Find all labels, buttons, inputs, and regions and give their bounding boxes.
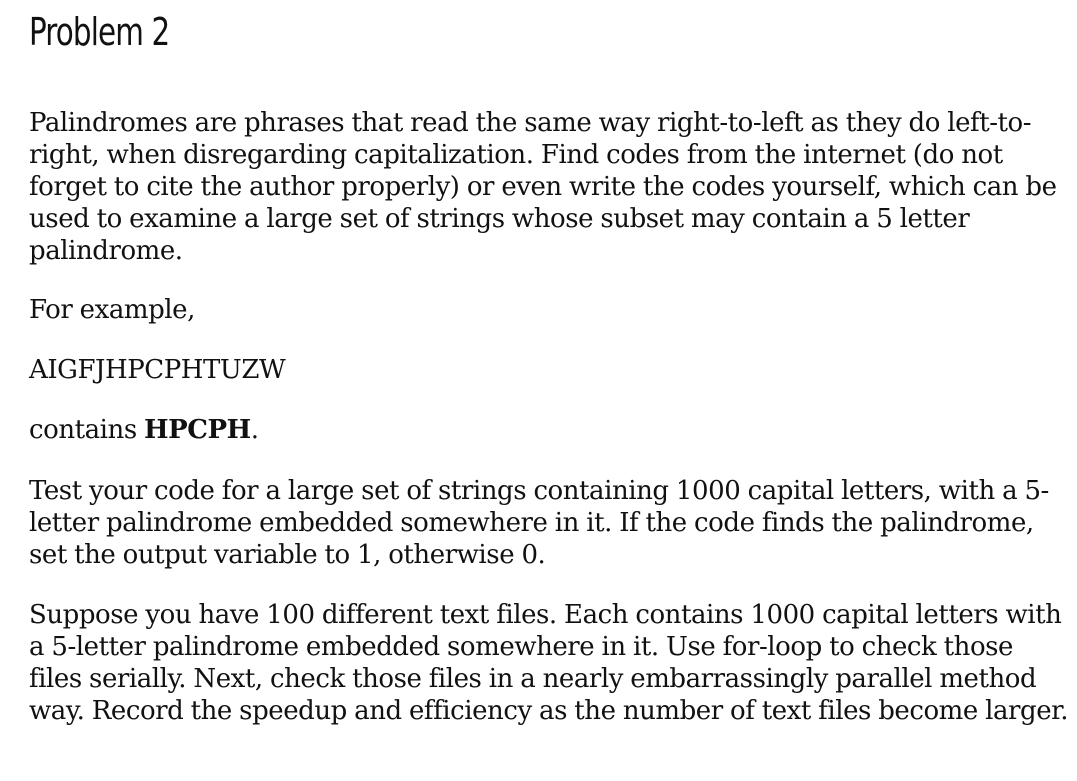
contains-line xyxy=(29,414,1069,446)
parallel-paragraph: Suppose you have 100 different text files. Each contains 1000 capital letters with a 5-letter palindrome embedded somewhere in it. Use for-loop to check those files serially. Next, check those files in a nearly embarrassingly parallel method way. Record the speedup and efficiency as the number of text files become larger. xyxy=(29,600,1069,726)
palindrome-highlight: HPCPH xyxy=(144,415,251,445)
test-paragraph: Test your code for a large set of strings containing 1000 capital letters, with a 5-letter palindrome embedded somewhere in it. If the code finds the palindrome, set the output variable to 1, otherwise 0. xyxy=(29,476,1049,570)
contains-suffix: . xyxy=(250,415,259,445)
contains-prefix: contains xyxy=(29,415,145,445)
example-lead: For example, xyxy=(29,295,195,325)
example-string: AIGFJHPCPHTUZW xyxy=(29,355,286,385)
intro-paragraph: Palindromes are phrases that read the same way right-to-left as they do left-to-right, when disregarding capitalization. Find codes from the internet (do not forget to cite the author properly) or even write the codes yourself, which can be used to examine a large set of strings whose subset may contain a 5 letter palindrome. xyxy=(29,108,1057,266)
page-title: Problem 2 xyxy=(29,10,170,54)
